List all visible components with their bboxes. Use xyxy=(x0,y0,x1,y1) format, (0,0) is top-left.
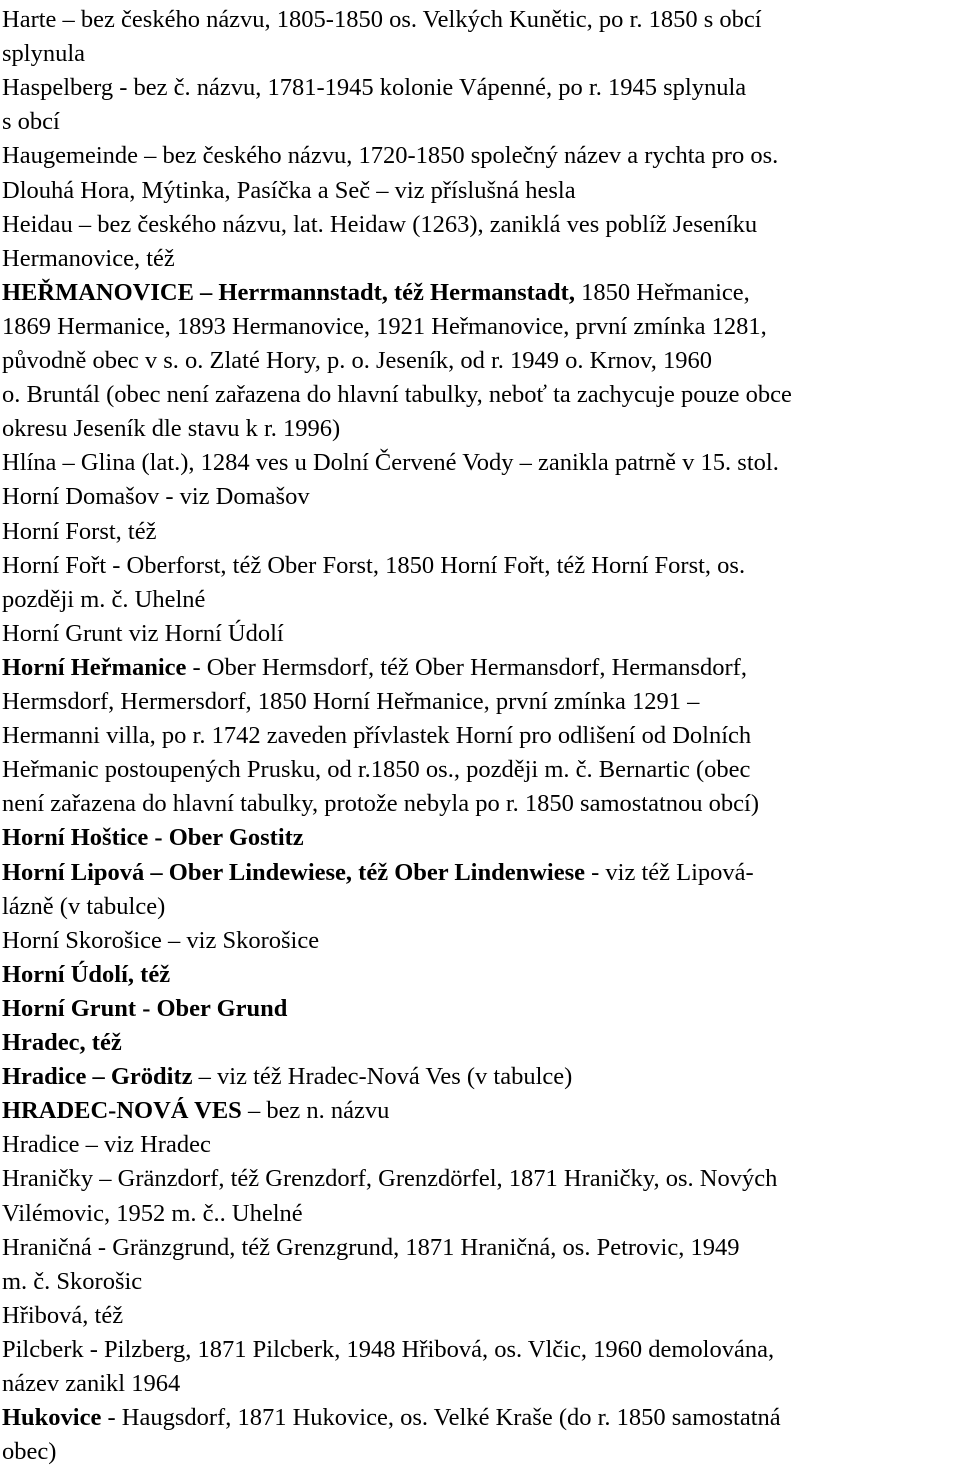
text-line xyxy=(2,71,746,105)
entry-text: Hraničky – Gränzdorf, též Grenzdorf, Grenzdörfel, 1871 Hraničky, os. Nových xyxy=(2,1165,778,1193)
entry-text: lázně (v tabulce) xyxy=(2,892,166,920)
text-line xyxy=(2,242,175,276)
entry-text: Dlouhá Hora, Mýtinka, Pasíčka a Seč – viz příslušná hesla xyxy=(2,176,576,204)
entry-text: Horní Domašov - viz Domašov xyxy=(2,483,310,511)
text-line xyxy=(2,276,750,310)
entry-text: Heřmanic postoupených Prusku, od r.1850 os., později m. č. Bernartic (obec xyxy=(2,756,751,784)
text-line xyxy=(2,378,792,412)
entry-text: Hřibová, též xyxy=(2,1301,124,1329)
entry-text: - Haugsdorf, 1871 Hukovice, os. Velké Kraše (do r. 1850 samostatná xyxy=(101,1404,781,1432)
text-line xyxy=(2,753,750,787)
entry-text: Horní Skorošice – viz Skorošice xyxy=(2,926,320,954)
entry-heading: Horní Údolí, též xyxy=(2,960,171,988)
text-line xyxy=(2,1265,142,1299)
entry-text: Horní Grunt viz Horní Údolí xyxy=(2,619,284,647)
entry-text: 1850 Heřmanice, xyxy=(574,278,750,306)
entry-text: Horní Fořt - Oberforst, též Ober Forst, 1850 Horní Fořt, též Horní Forst, os. xyxy=(2,551,746,579)
entry-text: 1869 Hermanice, 1893 Hermanovice, 1921 Heřmanovice, první zmínka 1281, xyxy=(2,312,767,340)
text-line xyxy=(2,651,747,685)
entry-text: Hermsdorf, Hermersdorf, 1850 Horní Heřmanice, první zmínka 1291 – xyxy=(2,688,700,715)
text-line xyxy=(2,515,156,549)
text-line xyxy=(2,208,757,242)
text-line xyxy=(2,1333,774,1367)
text-line xyxy=(2,549,745,583)
entry-heading: Horní Hoštice - Ober Gostitz xyxy=(2,824,304,852)
entry-text: Heidau – bez českého názvu, lat. Heidaw (1263), zaniklá ves poblíž Jeseníku xyxy=(2,210,758,238)
text-line xyxy=(2,1094,389,1128)
entry-text: Harte – bez českého názvu, 1805-1850 os. Velkých Kunětic, po r. 1850 s obcí xyxy=(2,6,762,33)
entry-text: Vilémovic, 1952 m. č.. Uhelné xyxy=(2,1199,303,1227)
text-line xyxy=(2,310,767,344)
entry-text: Hradice – viz Hradec xyxy=(2,1131,211,1159)
entry-text: Hraničná - Gränzgrund, též Grenzgrund, 1871 Hraničná, os. Petrovic, 1949 xyxy=(2,1233,740,1261)
text-line xyxy=(2,139,778,173)
text-line xyxy=(2,174,576,208)
text-line xyxy=(2,1197,303,1231)
entry-text: původně obec v s. o. Zlaté Hory, p. o. Jeseník, od r. 1949 o. Krnov, 1960 xyxy=(2,347,712,374)
text-line xyxy=(2,3,762,37)
text-line xyxy=(2,1367,180,1401)
entry-heading: Hradec, též xyxy=(2,1029,122,1056)
text-line xyxy=(2,617,284,651)
entry-text: Hlína – Glina (lat.), 1284 ves u Dolní Červené Vody – zanikla patrně v 15. stol. xyxy=(2,449,779,477)
entry-text: okresu Jeseník dle stavu k r. 1996) xyxy=(2,415,341,443)
text-line xyxy=(2,344,712,378)
entry-text: m. č. Skorošic xyxy=(2,1267,143,1295)
entry-text: Hermanni villa, po r. 1742 zaveden přívlastek Horní pro odlišení od Dolních xyxy=(2,722,752,750)
text-line xyxy=(2,1128,211,1162)
entry-text: splynula xyxy=(2,40,86,68)
entry-text: název zanikl 1964 xyxy=(2,1370,181,1397)
entry-text: - Ober Hermsdorf, též Ober Hermansdorf, Hermansdorf, xyxy=(186,653,747,681)
text-line xyxy=(2,719,751,753)
entry-text: není zařazena do hlavní tabulky, protože nebyla po r. 1850 samostatnou obcí) xyxy=(2,790,759,818)
entry-text: o. Bruntál (obec není zařazena do hlavní tabulky, neboť ta zachycuje pouze obce xyxy=(2,381,792,409)
entry-text: Pilcberk - Pilzberg, 1871 Pilcberk, 1948 Hřibová, os. Vlčic, 1960 demolována, xyxy=(2,1335,775,1363)
text-line xyxy=(2,1401,781,1435)
entry-heading: HEŘMANOVICE – Herrmannstadt, též Hermanstadt, xyxy=(2,278,575,306)
entry-text: - viz též Lipová- xyxy=(585,858,754,886)
entry-text: Haugemeinde – bez českého názvu, 1720-1850 společný název a rychta pro os. xyxy=(2,142,779,170)
text-line xyxy=(2,958,170,992)
text-line xyxy=(2,1435,56,1469)
text-line xyxy=(2,412,340,446)
entry-text: – bez n. názvu xyxy=(241,1097,390,1125)
entry-heading: HRADEC-NOVÁ VES xyxy=(2,1097,242,1125)
text-line xyxy=(2,1060,572,1094)
text-line xyxy=(2,446,779,480)
text-line xyxy=(2,1026,122,1060)
entry-text: Haspelberg - bez č. názvu, 1781-1945 kolonie Vápenné, po r. 1945 splynula xyxy=(2,74,747,102)
text-line xyxy=(2,821,304,855)
text-line xyxy=(2,1299,123,1333)
text-line xyxy=(2,890,165,924)
text-line xyxy=(2,1162,777,1196)
entry-heading: Hradice – Gröditz xyxy=(2,1063,193,1091)
text-line xyxy=(2,992,287,1026)
entry-text: později m. č. Uhelné xyxy=(2,585,206,613)
entry-heading: Hukovice xyxy=(2,1404,102,1432)
entry-text: Horní Forst, též xyxy=(2,517,157,545)
entry-heading: Horní Grunt - Ober Grund xyxy=(2,994,288,1022)
text-line xyxy=(2,924,319,958)
entry-text: s obcí xyxy=(2,108,60,136)
text-line xyxy=(2,105,60,139)
text-line xyxy=(2,480,310,514)
entry-text: obec) xyxy=(2,1438,57,1466)
entry-text: Hermanovice, též xyxy=(2,244,175,272)
entry-heading: Horní Heřmanice xyxy=(2,653,187,681)
text-line xyxy=(2,583,205,617)
text-line xyxy=(2,787,759,821)
entry-text: – viz též Hradec-Nová Ves (v tabulce) xyxy=(192,1063,573,1091)
text-line xyxy=(2,1231,739,1265)
text-line xyxy=(2,856,754,890)
text-line xyxy=(2,685,699,719)
entry-heading: Horní Lipová – Ober Lindewiese, též Ober Lindenwiese xyxy=(2,858,586,886)
text-line xyxy=(2,37,85,71)
